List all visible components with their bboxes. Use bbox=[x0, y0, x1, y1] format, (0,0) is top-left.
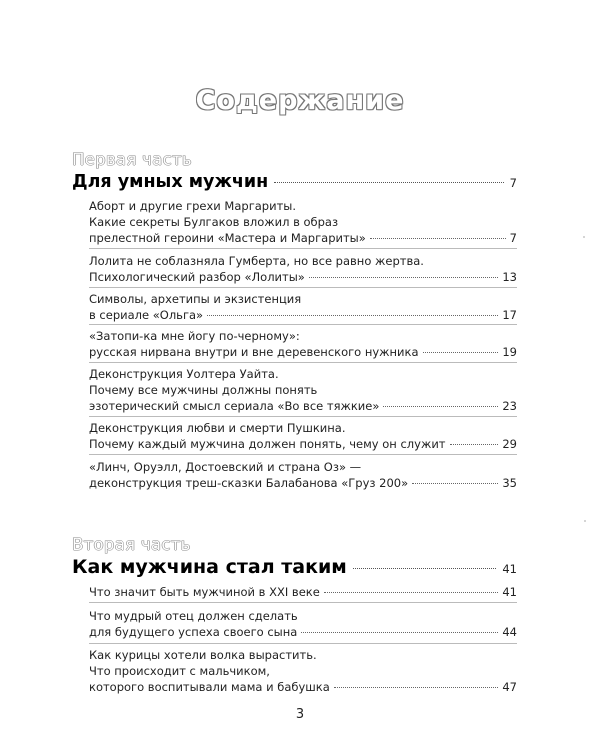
toc-entry-4[interactable] bbox=[89, 328, 517, 360]
entry-page: 23 bbox=[502, 399, 517, 414]
entry-line: Символы, архетипы и экзистенция bbox=[89, 292, 302, 306]
dot-leader bbox=[207, 315, 498, 316]
entry-line: деконструкция треш-сказки Балабанова «Груз 200» bbox=[89, 476, 409, 491]
entry-page: 44 bbox=[502, 625, 517, 640]
divider bbox=[89, 248, 517, 249]
dot-leader bbox=[370, 238, 506, 239]
divider bbox=[89, 324, 517, 325]
toc-entry-9[interactable] bbox=[89, 608, 517, 640]
entry-line: в сериале «Ольга» bbox=[89, 308, 204, 323]
entry-line: Что мудрый отец должен сделать bbox=[89, 609, 298, 623]
entry-page: 7 bbox=[509, 231, 517, 246]
toc-entry-8[interactable] bbox=[89, 584, 517, 600]
entry-line: Что происходит с мальчиком, bbox=[89, 664, 270, 679]
part-1-page: 7 bbox=[509, 176, 517, 190]
entry-line: Лолита не соблазняла Гумберта, но все равно жертва. bbox=[89, 254, 424, 268]
entry-page: 47 bbox=[502, 680, 517, 695]
dot-leader bbox=[412, 483, 498, 484]
entry-line: прелестной героини «Мастера и Маргариты» bbox=[89, 231, 366, 246]
toc-entry-7[interactable] bbox=[89, 459, 517, 491]
dot-leader bbox=[423, 352, 499, 353]
toc-entry-3[interactable] bbox=[89, 291, 517, 323]
entry-line: «Затопи-ка мне йогу по-черному»: bbox=[89, 329, 300, 343]
scan-speck bbox=[584, 520, 586, 522]
dot-leader bbox=[334, 687, 499, 688]
toc-entry-2[interactable] bbox=[89, 253, 517, 285]
part-2-heading-row[interactable] bbox=[72, 556, 517, 578]
dot-leader bbox=[450, 444, 499, 445]
entry-line: Деконструкция любви и смерти Пушкина. bbox=[89, 421, 346, 435]
toc-entry-1[interactable] bbox=[89, 198, 517, 247]
dot-leader bbox=[324, 592, 499, 593]
entry-line: для будущего успеха своего сына bbox=[89, 625, 298, 640]
entry-line: Почему каждый мужчина должен понять, чему он служит bbox=[89, 437, 446, 452]
part-2-heading: Как мужчина стал таким bbox=[72, 556, 347, 578]
entry-line: Деконструкция Уолтера Уайта. bbox=[89, 367, 279, 381]
part-1-heading-row[interactable] bbox=[72, 172, 517, 192]
divider bbox=[89, 362, 517, 363]
entry-page: 19 bbox=[502, 345, 517, 360]
divider bbox=[89, 602, 517, 603]
scan-speck bbox=[583, 236, 585, 238]
part-1-heading: Для умных мужчин bbox=[72, 172, 269, 192]
toc-entry-5[interactable] bbox=[89, 366, 517, 415]
entry-line: Какие секреты Булгаков вложил в образ bbox=[89, 215, 339, 230]
page-number: 3 bbox=[295, 707, 305, 722]
part-2-page: 41 bbox=[502, 562, 517, 576]
entry-line: «Линч, Оруэлл, Достоевский и страна Оз» — bbox=[89, 460, 362, 474]
dot-leader bbox=[353, 568, 497, 569]
part-2-label: Вторая часть bbox=[72, 535, 191, 554]
entry-line: Аборт и другие грехи Маргариты. bbox=[89, 199, 296, 213]
toc-entry-6[interactable] bbox=[89, 420, 517, 452]
dot-leader bbox=[274, 182, 503, 183]
divider bbox=[89, 643, 517, 644]
divider bbox=[89, 454, 517, 455]
divider bbox=[89, 416, 517, 417]
entry-page: 41 bbox=[502, 585, 517, 599]
entry-line: которого воспитывали мама и бабушка bbox=[89, 680, 330, 695]
divider bbox=[89, 287, 517, 288]
entry-page: 29 bbox=[502, 437, 517, 452]
dot-leader bbox=[309, 277, 499, 278]
entry-page: 13 bbox=[502, 270, 517, 285]
page-title: Содержание bbox=[195, 85, 405, 116]
entry-line: русская нирвана внутри и вне деревенского нужника bbox=[89, 345, 419, 360]
toc-entry-10[interactable] bbox=[89, 647, 517, 696]
entry-line: Почему все мужчины должны понять bbox=[89, 383, 318, 398]
entry-page: 35 bbox=[502, 476, 517, 491]
entry-page: 17 bbox=[502, 308, 517, 323]
dot-leader bbox=[301, 632, 498, 633]
entry-line: Как курицы хотели волка вырастить. bbox=[89, 648, 317, 662]
entry-line: Что значит быть мужчиной в XXI веке bbox=[89, 585, 320, 599]
entry-line: Психологический разбор «Лолиты» bbox=[89, 270, 305, 285]
entry-line: эзотерический смысл сериала «Во все тяжкие» bbox=[89, 399, 380, 414]
dot-leader bbox=[383, 406, 498, 407]
part-1-label: Первая часть bbox=[72, 150, 192, 169]
